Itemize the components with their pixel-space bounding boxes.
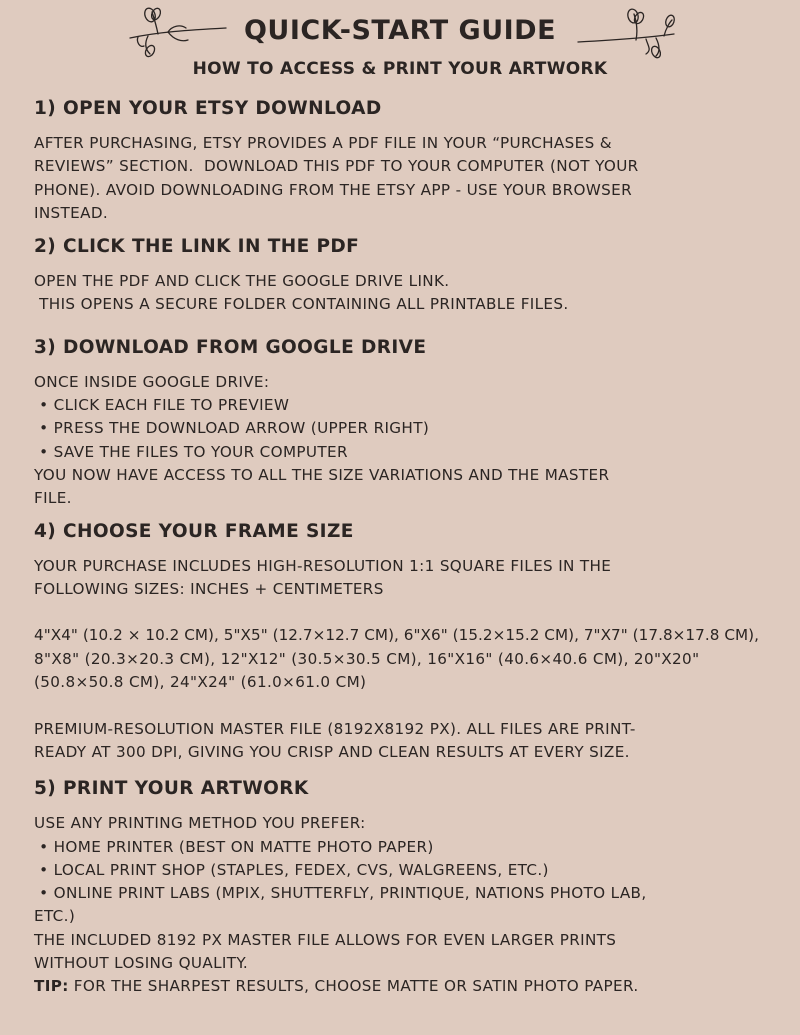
- body-text-line: USE ANY PRINTING METHOD YOU PREFER:: [34, 814, 366, 833]
- section-heading: 1) OPEN YOUR ETSY DOWNLOAD: [34, 98, 382, 119]
- body-text-line: PREMIUM-RESOLUTION MASTER FILE (8192X8192 PX). ALL FILES ARE PRINT-: [34, 719, 636, 738]
- list-item: • HOME PRINTER (BEST ON MATTE PHOTO PAPER): [34, 837, 434, 856]
- size-list-line: 4"X4" (10.2 × 10.2 CM), 5"X5" (12.7×12.7 CM), 6"X6" (15.2×15.2 CM), 7"X7" (17.8×17.8 CM),: [34, 626, 759, 645]
- body-text-line: FOLLOWING SIZES: INCHES + CENTIMETERS: [34, 579, 384, 598]
- page-header: [0, 0, 800, 90]
- list-item: • LOCAL PRINT SHOP (STAPLES, FEDEX, CVS, WALGREENS, ETC.): [34, 860, 549, 879]
- size-list-line: 8"X8" (20.3×20.3 CM), 12"X12" (30.5×30.5 CM), 16"X16" (40.6×40.6 CM), 20"X20": [34, 649, 700, 668]
- guide-content: [34, 96, 774, 999]
- page-subtitle: HOW TO ACCESS & PRINT YOUR ARTWORK: [192, 59, 608, 79]
- section-heading: 5) PRINT YOUR ARTWORK: [34, 778, 309, 800]
- blank-line: [34, 601, 774, 624]
- section-download-google-drive: [34, 335, 774, 511]
- tip-text: FOR THE SHARPEST RESULTS, CHOOSE MATTE OR SATIN PHOTO PAPER.: [68, 977, 639, 996]
- section-heading: 2) CLICK THE LINK IN THE PDF: [34, 236, 360, 258]
- tip-label: TIP:: [34, 977, 69, 996]
- section-click-link: [34, 234, 774, 317]
- list-item: • CLICK EACH FILE TO PREVIEW: [34, 396, 290, 415]
- body-text-line: REVIEWS” SECTION. DOWNLOAD THIS PDF TO YOUR COMPUTER (NOT YOUR: [34, 157, 639, 176]
- page-title: QUICK-START GUIDE: [243, 15, 557, 46]
- blank-line: [34, 694, 774, 717]
- section-heading: 3) DOWNLOAD FROM GOOGLE DRIVE: [34, 336, 427, 358]
- section-heading: 4) CHOOSE YOUR FRAME SIZE: [34, 520, 354, 542]
- body-text-line: INSTEAD.: [34, 203, 109, 222]
- body-text-line: THE INCLUDED 8192 PX MASTER FILE ALLOWS FOR EVEN LARGER PRINTS: [34, 930, 617, 949]
- size-list-line: (50.8×50.8 CM), 24"X24" (61.0×61.0 CM): [34, 673, 367, 692]
- list-item: • ONLINE PRINT LABS (MPIX, SHUTTERFLY, PRINTIQUE, NATIONS PHOTO LAB,: [34, 884, 647, 903]
- body-text-line: AFTER PURCHASING, ETSY PROVIDES A PDF FILE IN YOUR “PURCHASES &: [34, 134, 612, 152]
- body-text-line: YOUR PURCHASE INCLUDES HIGH-RESOLUTION 1:1 SQUARE FILES IN THE: [34, 556, 612, 575]
- list-item: • SAVE THE FILES TO YOUR COMPUTER: [34, 442, 348, 461]
- body-text-line: OPEN THE PDF AND CLICK THE GOOGLE DRIVE LINK.: [34, 272, 450, 291]
- body-text-line: WITHOUT LOSING QUALITY.: [34, 954, 249, 973]
- floral-ornament-right-icon: [576, 6, 676, 60]
- section-open-etsy-download: [34, 96, 774, 225]
- body-text-line: ETC.): [34, 907, 76, 926]
- body-text-line: FILE.: [34, 489, 72, 508]
- section-print-artwork: [34, 776, 774, 998]
- body-text-line: PHONE). AVOID DOWNLOADING FROM THE ETSY APP - USE YOUR BROWSER: [34, 180, 632, 199]
- section-choose-frame-size: [34, 519, 774, 765]
- body-text-line: ONCE INSIDE GOOGLE DRIVE:: [34, 372, 270, 391]
- body-text-line: THIS OPENS A SECURE FOLDER CONTAINING ALL PRINTABLE FILES.: [34, 295, 569, 314]
- body-text-line: YOU NOW HAVE ACCESS TO ALL THE SIZE VARIATIONS AND THE MASTER: [34, 465, 610, 484]
- tip-line: [34, 975, 774, 998]
- list-item: • PRESS THE DOWNLOAD ARROW (UPPER RIGHT): [34, 419, 430, 438]
- body-text-line: READY AT 300 DPI, GIVING YOU CRISP AND CLEAN RESULTS AT EVERY SIZE.: [34, 742, 630, 761]
